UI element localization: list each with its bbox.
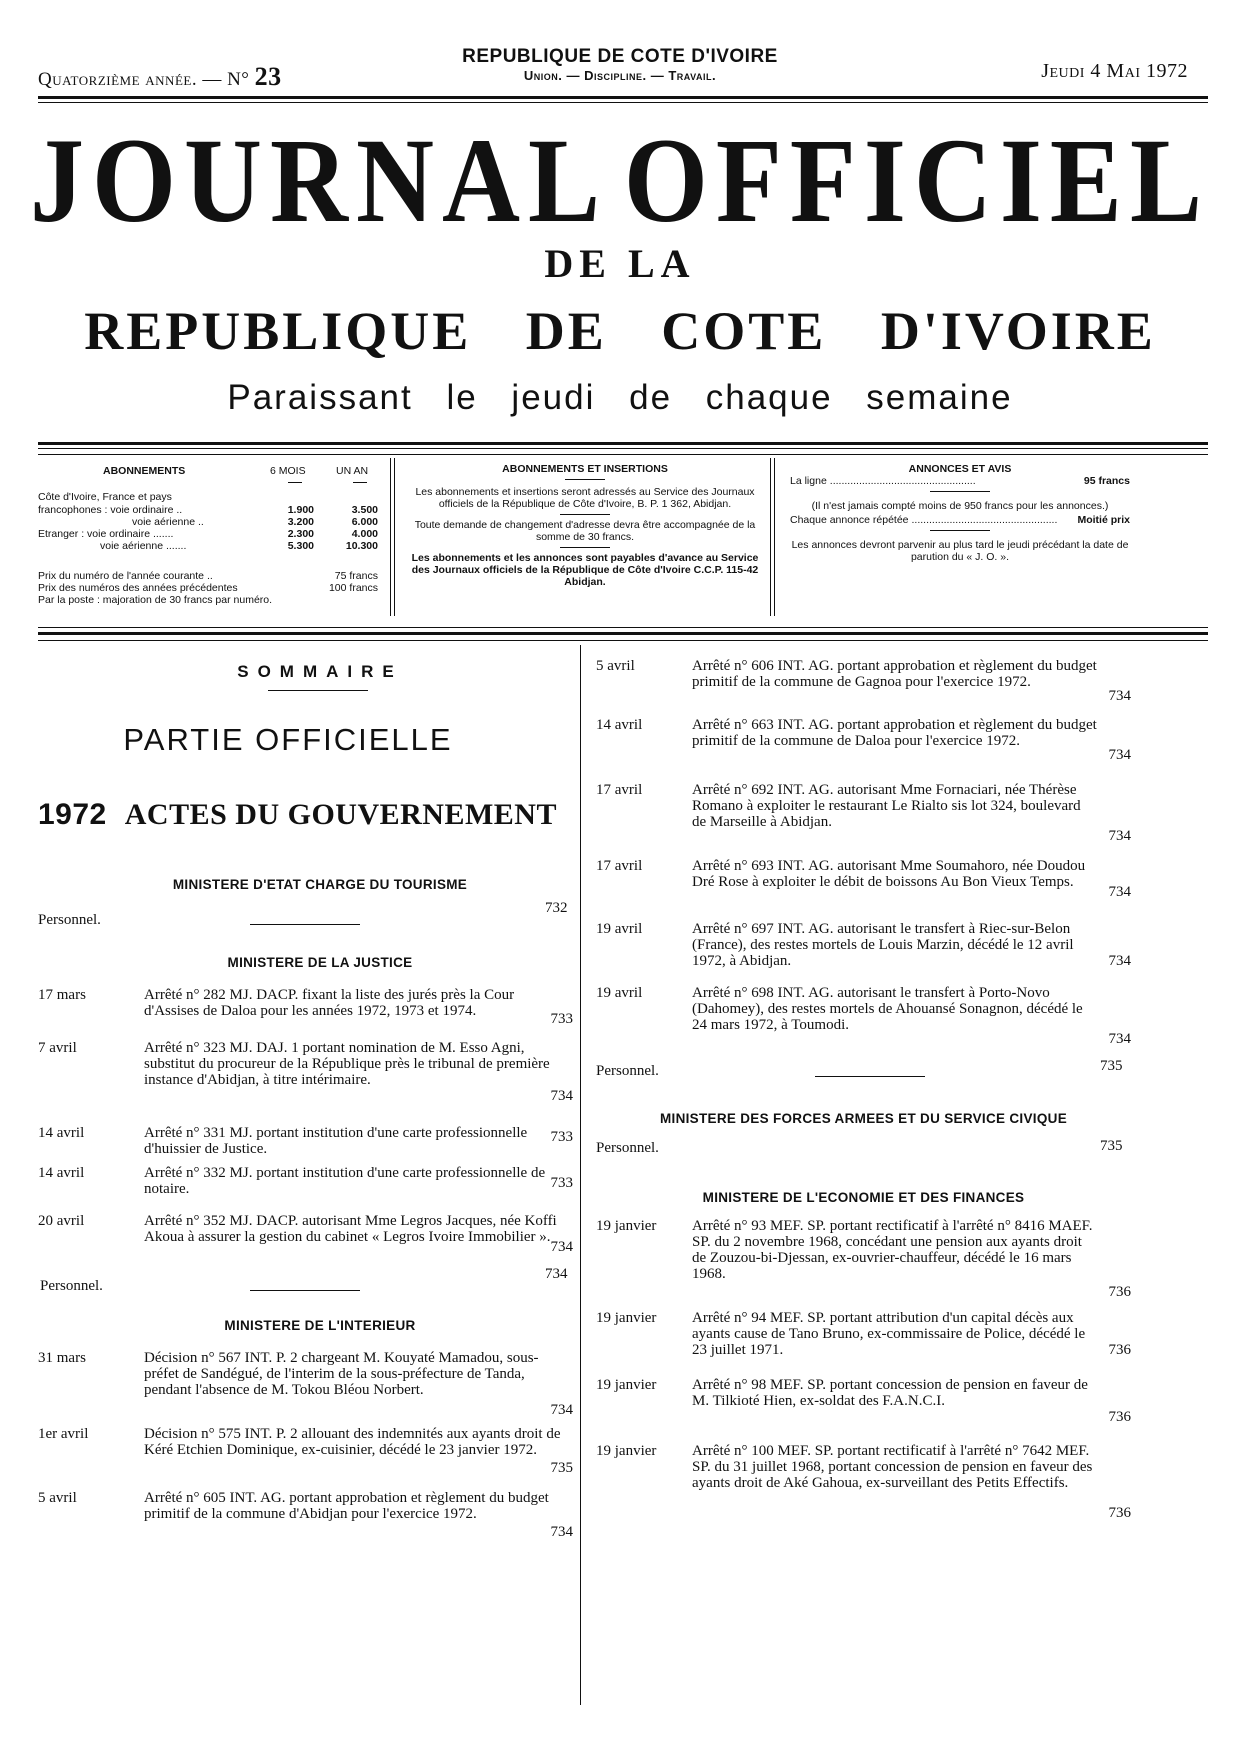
abonnements-title: ABONNEMENTS	[103, 465, 186, 477]
list-item: 17 avril Arrêté n° 692 INT. AG. autorisant Mme Fornaciari, née Thérèse Romano à exploiter le restaurant Le Rialto sis lot 324, boulevard de Marseille à Abidjan. 734	[596, 782, 1131, 844]
list-item: 5 avril Arrêté n° 606 INT. AG. portant approbation et règlement du budget primitif de la commune de Gagnoa pour l'exercice 1972. 734	[596, 658, 1131, 704]
tarif-1an: 4.000	[351, 528, 378, 540]
heading-ministere-interieur: MINISTERE DE L'INTERIEUR	[224, 1318, 416, 1333]
issue-num: 23	[254, 62, 282, 91]
tarif-1an: 6.000	[351, 516, 378, 528]
box-divider-2b	[774, 458, 775, 616]
box-annonces: ANNONCES ET AVIS La ligne .................................................. 95 francs (Il n'est jamais compté moins de 950 francs pour les annonces.) Chaque annonce répétée .................................................. Moitié prix Les annonces devront parvenir au plus tard le jeudi précédant la date de parution du « J. O. ».	[790, 463, 1130, 563]
masthead-republique: REPUBLIQUE DE COTE D'IVOIRE	[84, 301, 1156, 361]
tarif-label: francophones : voie ordinaire ..	[38, 504, 183, 516]
masthead-officiel: OFFICIEL	[623, 114, 1210, 248]
personnel-tourisme: Personnel.	[38, 912, 101, 928]
ligne-label: La ligne	[790, 475, 827, 487]
list-item: 19 janvier Arrêté n° 93 MEF. SP. portant rectificatif à l'arrêté n° 8416 MAEF. SP. du 2 novembre 1968, concédant une pension aux ayants droit de Zouzou-bi-Djessan, ex-ouvrier-chauffeur, décédé le 16 mars 1968. 736	[596, 1218, 1131, 1300]
ligne-val: 95 francs	[1083, 475, 1130, 487]
page-justice-personnel: 734	[545, 1266, 568, 1282]
insertions-title: ABONNEMENTS ET INSERTIONS	[502, 463, 668, 475]
boxes-top-rule-thin2	[38, 454, 1208, 455]
personnel-interieur: Personnel.	[596, 1063, 659, 1079]
boxes-bottom-rule-thin	[38, 627, 1208, 628]
repete-label: Chaque annonce répétée	[790, 514, 909, 526]
boxes-top-rule	[38, 442, 1208, 445]
list-item: 14 avril Arrêté n° 332 MJ. portant institution d'une carte professionnelle de notaire. 733	[38, 1165, 573, 1197]
heading-ministere-economie: MINISTERE DE L'ECONOMIE ET DES FINANCES	[702, 1190, 1025, 1205]
abonnements-line1: Côte d'Ivoire, France et pays	[38, 491, 172, 503]
tarif-1an: 10.300	[345, 540, 378, 552]
header-rule-thin	[38, 102, 1208, 103]
sommaire-title: SOMMAIRE	[237, 662, 403, 681]
heading-ministere-tourisme: MINISTERE D'ETAT CHARGE DU TOURISME	[172, 877, 468, 892]
partie-officielle: PARTIE OFFICIELLE	[123, 722, 453, 757]
box-insertions	[410, 463, 760, 588]
prix-courant: Prix du numéro de l'année courante ..	[38, 570, 213, 582]
tarif-6mois: 5.300	[287, 540, 314, 552]
tarif-1an: 3.500	[351, 504, 378, 516]
list-item: 1er avril Décision n° 575 INT. P. 2 allouant des indemnités aux ayants droit de Kéré Etchien Dominique, ex-cuisinier, décédé le 23 janvier 1972. 735	[38, 1426, 573, 1476]
list-item: 14 avril Arrêté n° 663 INT. AG. portant approbation et règlement du budget primitif de la commune de Daloa pour l'exercice 1972. 734	[596, 717, 1131, 763]
sommaire-rule	[268, 690, 368, 691]
column-divider	[580, 645, 581, 1705]
page-tourisme: 732	[545, 900, 568, 916]
prix-anciens: Prix des numéros des années précédentes	[38, 582, 238, 594]
tarif-label: voie aérienne ..	[132, 516, 204, 528]
actes-year: 1972	[38, 798, 107, 831]
prix-courant-val: 75 francs	[334, 570, 378, 582]
col-un-an: UN AN	[336, 465, 369, 477]
republic-title: REPUBLIQUE DE COTE D'IVOIRE	[462, 46, 778, 67]
list-item: 19 janvier Arrêté n° 98 MEF. SP. portant concession de pension en faveur de M. Tilkioté Hien, ex-soldat des F.A.N.C.I. 736	[596, 1377, 1131, 1425]
masthead-tagline: Paraissant le jeudi de chaque semaine	[227, 378, 1013, 417]
actes-title: ACTES DU GOUVERNEMENT	[124, 798, 557, 831]
annonces-note: (Il n'est jamais compté moins de 950 francs pour les annonces.)	[811, 500, 1109, 512]
actes-heading	[38, 798, 558, 832]
list-item: 5 avril Arrêté n° 605 INT. AG. portant approbation et règlement du budget primitif de la commune d'Abidjan pour l'exercice 1972. 734	[38, 1490, 573, 1540]
box-divider-1b	[394, 458, 395, 616]
masthead-journal: JOURNAL	[30, 114, 609, 248]
tarif-6mois: 2.300	[287, 528, 314, 540]
republic-motto: Union. — Discipline. — Travail.	[523, 68, 717, 83]
page-forces: 735	[1100, 1138, 1123, 1154]
list-item: 19 avril Arrêté n° 698 INT. AG. autorisant le transfert à Porto-Novo (Dahomey), des restes mortels de Ahouansé Sonagnon, décédé le 24 mars 1972, à Toumodi. 734	[596, 985, 1131, 1047]
boxes-top-rule-thin	[38, 448, 1208, 449]
repete-val: Moitié prix	[1077, 514, 1130, 526]
box-divider-2	[770, 458, 771, 616]
list-item: 7 avril Arrêté n° 323 MJ. DAJ. 1 portant nomination de M. Esso Agni, substitut du procureur de la République près le tribunal de première instance d'Abidjan, à titre intérimaire. 734	[38, 1040, 573, 1104]
list-item: 19 janvier Arrêté n° 100 MEF. SP. portant rectificatif à l'arrêté n° 7642 MEF. SP. du 31 juillet 1968, portant concession de pension en faveur des ayants droit de Aké Gahoua, ex-surveillant des Petits Effectifs. 736	[596, 1443, 1131, 1521]
header-republic	[420, 46, 820, 83]
list-item: 17 mars Arrêté n° 282 MJ. DACP. fixant la liste des jurés près la Cour d'Assises de Daloa pour les années 1972, 1973 et 1974. 733	[38, 987, 573, 1027]
boxes-bottom-rule-thin2	[38, 640, 1208, 641]
insertions-p3: Les abonnements et les annonces sont payables d'avance au Service des Journaux officiels de la République de Côte d'Ivoire C.C.P. 115-42 Abidjan.	[411, 552, 759, 588]
list-item: 19 avril Arrêté n° 697 INT. AG. autorisant le transfert à Riec-sur-Belon (France), des restes mortels de Louis Marzin, décédé le 12 avril 1972, à Abidjan. 734	[596, 921, 1131, 969]
tarif-6mois: 1.900	[287, 504, 314, 516]
list-item: 19 janvier Arrêté n° 94 MEF. SP. portant attribution d'un capital décès aux ayants cause de Tano Bruno, ex-commissaire de Police, décédé le 23 juillet 1971. 736	[596, 1310, 1131, 1358]
list-item: 14 avril Arrêté n° 331 MJ. portant institution d'une carte professionnelle d'huissier de Justice. 733	[38, 1125, 573, 1157]
list-item: 17 avril Arrêté n° 693 INT. AG. autorisant Mme Soumahoro, née Doudou Dré Rose à exploiter le débit de boissons Au Bon Vieux Temps. 734	[596, 858, 1131, 900]
page-interieur-personnel: 735	[1100, 1058, 1123, 1074]
masthead-de-la: DE LA	[544, 241, 696, 286]
col-6-mois: 6 MOIS	[270, 465, 306, 477]
box-abonnements	[38, 465, 378, 606]
annonces-delai: Les annonces devront parvenir au plus tard le jeudi précédant la date de parution du « J. O. ».	[791, 539, 1129, 563]
boxes-bottom-rule	[38, 632, 1208, 635]
annonces-title: ANNONCES ET AVIS	[908, 463, 1012, 475]
personnel-justice: Personnel.	[40, 1278, 103, 1294]
tarif-6mois: 3.200	[287, 516, 314, 528]
list-item: 20 avril Arrêté n° 352 MJ. DACP. autorisant Mme Legros Jacques, née Koffi Akoua à assurer la gestion du cabinet « Legros Ivoire Immobilier ». 734	[38, 1213, 573, 1255]
list-item: 31 mars Décision n° 567 INT. P. 2 chargeant M. Kouyaté Mamadou, sous-préfet de Sandégué, de l'interim de la sous-préfecture de Tanda, pendant l'absence de M. Tokou Bléou Norbert. 734	[38, 1350, 573, 1418]
tarif-label: voie aérienne .......	[100, 540, 187, 552]
insertions-p1: Les abonnements et insertions seront adressés au Service des Journaux officiels de la République de Côte d'Ivoire, B. P. 1 362, Abidjan.	[415, 486, 755, 510]
box-divider-1	[390, 458, 391, 616]
insertions-p2: Toute demande de changement d'adresse devra être accompagnée de la somme de 30 francs.	[414, 519, 756, 543]
heading-ministere-justice: MINISTERE DE LA JUSTICE	[227, 955, 413, 970]
prix-poste: Par la poste : majoration de 30 francs par numéro.	[38, 594, 273, 606]
prix-anciens-val: 100 francs	[328, 582, 378, 594]
personnel-forces: Personnel.	[596, 1140, 659, 1156]
tarif-label: Etranger : voie ordinaire .......	[38, 528, 174, 540]
issue-number: Quatorzième année. — N° 23	[38, 62, 282, 91]
issue-date: Jeudi 4 Mai 1972	[1041, 60, 1188, 82]
heading-ministere-forces: MINISTERE DES FORCES ARMEES ET DU SERVICE CIVIQUE	[659, 1111, 1067, 1126]
header-rule	[38, 96, 1208, 99]
